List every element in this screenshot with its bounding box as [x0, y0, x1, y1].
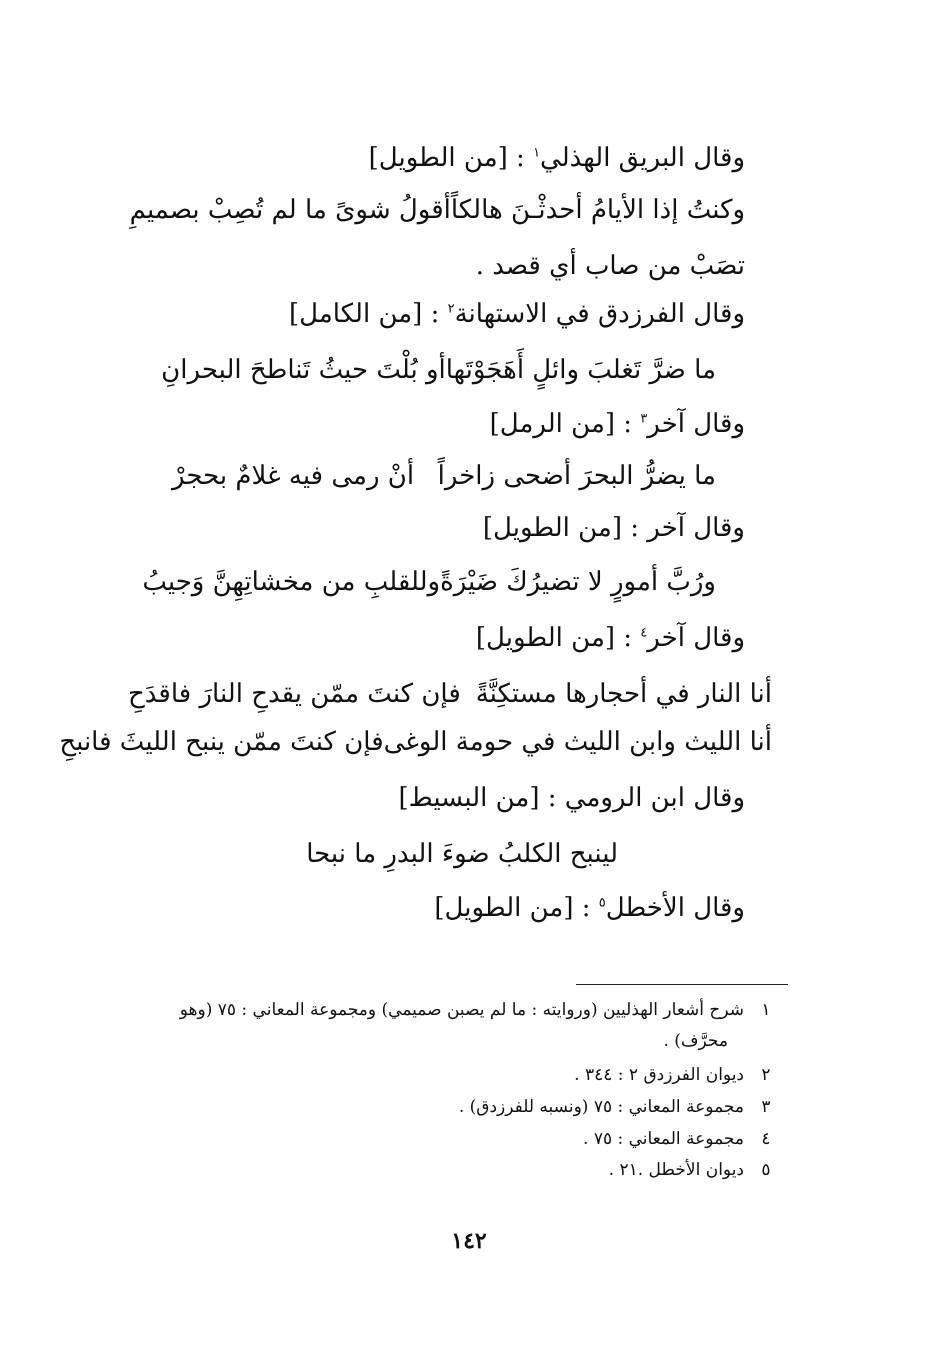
footnote-3 — [459, 1092, 788, 1122]
verse-4-hemistich-b: وللقلبِ من مخشاتِهِنَّ وَجيبُ — [142, 567, 441, 597]
verse-6 — [59, 722, 772, 762]
verse-4-hemistich-a: ورُبَّ أمورٍ لا تضيرُكَ ضَيْرَةً — [440, 567, 716, 597]
footnote-number: ١ — [761, 1000, 771, 1020]
verse-6-hemistich-b: فإن كنتَ ممّن ينبح الليثَ فانبحِ — [59, 727, 384, 757]
intro-line-5 — [476, 618, 745, 658]
footnote-number: ٤ — [761, 1129, 771, 1149]
verse-1-hemistich-b: أقولُ شوىً ما لم تُصِبْ بصميمِ — [129, 195, 451, 225]
verse-3-hemistich-b: أنْ رمى فيه غلامٌ بحجرْ — [172, 461, 415, 491]
meter-text: : [من الطويل] — [368, 143, 534, 173]
meter-text: : [من الرمل] — [489, 409, 641, 439]
footnote-1 — [180, 995, 788, 1025]
footnote-1-continuation: محرَّف) . — [663, 1031, 728, 1051]
footnote-text: شرح أشعار الهذليين (وروايته : ما لم يصبن صميمي) ومجموعة المعاني : ٧٥ (وهو — [179, 1000, 744, 1020]
verse-2-hemistich-a: ما ضرَّ تَغلبَ وائلٍ أَهَجَوْتَها — [445, 355, 716, 385]
verse-3 — [172, 456, 716, 496]
intro-line-3 — [490, 404, 745, 444]
intro-line-4: وقال آخر : [من الطويل] — [482, 513, 745, 543]
verse-6-hemistich-a: أنا الليث وابن الليث في حومة الوغى — [383, 727, 772, 757]
footnote-ref-3: ٣ — [640, 411, 648, 427]
intro-line-1 — [369, 138, 745, 178]
half-verse: لينبح الكلبُ ضوءَ البدرِ ما نبحا — [306, 839, 618, 869]
verse-1-hemistich-a: وكنتُ إذا الأيامُ أحدثْـنَ هالكاً — [450, 195, 745, 225]
footnote-ref-1: ١ — [533, 145, 541, 161]
footnote-number: ٥ — [761, 1160, 771, 1180]
intro-text: وقال آخر — [647, 623, 745, 653]
intro-line-7 — [434, 888, 745, 928]
footnote-divider — [576, 984, 788, 985]
verse-5-hemistich-a: أنا النار في أحجارها مستكِنَّةً — [475, 679, 772, 709]
footnote-ref-5: ٥ — [598, 895, 606, 911]
meter-text: : [من الطويل] — [434, 893, 599, 923]
footnote-text: ديوان الفرزدق ٢ : ٣٤٤ . — [574, 1065, 744, 1085]
intro-text: وقال البريق الهذلي — [540, 143, 745, 173]
footnote-ref-2: ٢ — [447, 301, 455, 317]
meter-text: : [من الكامل] — [289, 299, 448, 329]
gloss-line: تصَبْ من صاب أي قصد . — [475, 251, 745, 281]
footnote-text: مجموعة المعاني : ٧٥ . — [583, 1129, 744, 1149]
meter-text: : [من الطويل] — [475, 623, 641, 653]
footnote-5 — [609, 1155, 788, 1185]
page-number: ١٤٢ — [451, 1228, 487, 1254]
footnote-text: مجموعة المعاني : ٧٥ (ونسبه للفرزدق) . — [458, 1097, 744, 1117]
footnote-number: ٢ — [761, 1065, 771, 1085]
intro-text: وقال آخر — [647, 409, 745, 439]
verse-4 — [142, 562, 716, 602]
footnote-number: ٣ — [761, 1097, 771, 1117]
verse-5 — [128, 674, 772, 714]
verse-1 — [129, 190, 745, 230]
footnote-text: ديوان الأخطل .٢١ . — [608, 1160, 744, 1180]
footnote-4 — [583, 1124, 788, 1154]
intro-line-2 — [289, 294, 745, 334]
intro-line-6: وقال ابن الرومي : [من البسيط] — [398, 783, 745, 813]
verse-5-hemistich-b: فإن كنتَ ممّن يقدحِ النارَ فاقدَحِ — [128, 679, 461, 709]
footnote-ref-4: ٤ — [640, 625, 648, 641]
verse-3-hemistich-a: ما يضرُّ البحرَ أضحى زاخراً — [437, 461, 716, 491]
verse-2 — [161, 350, 716, 390]
footnote-2 — [574, 1060, 788, 1090]
intro-text: وقال الفرزدق في الاستهانة — [454, 299, 745, 329]
verse-2-hemistich-b: أو بُلْتَ حيثُ تَناطحَ البحرانِ — [161, 355, 446, 385]
intro-text: وقال الأخطل — [605, 893, 745, 923]
